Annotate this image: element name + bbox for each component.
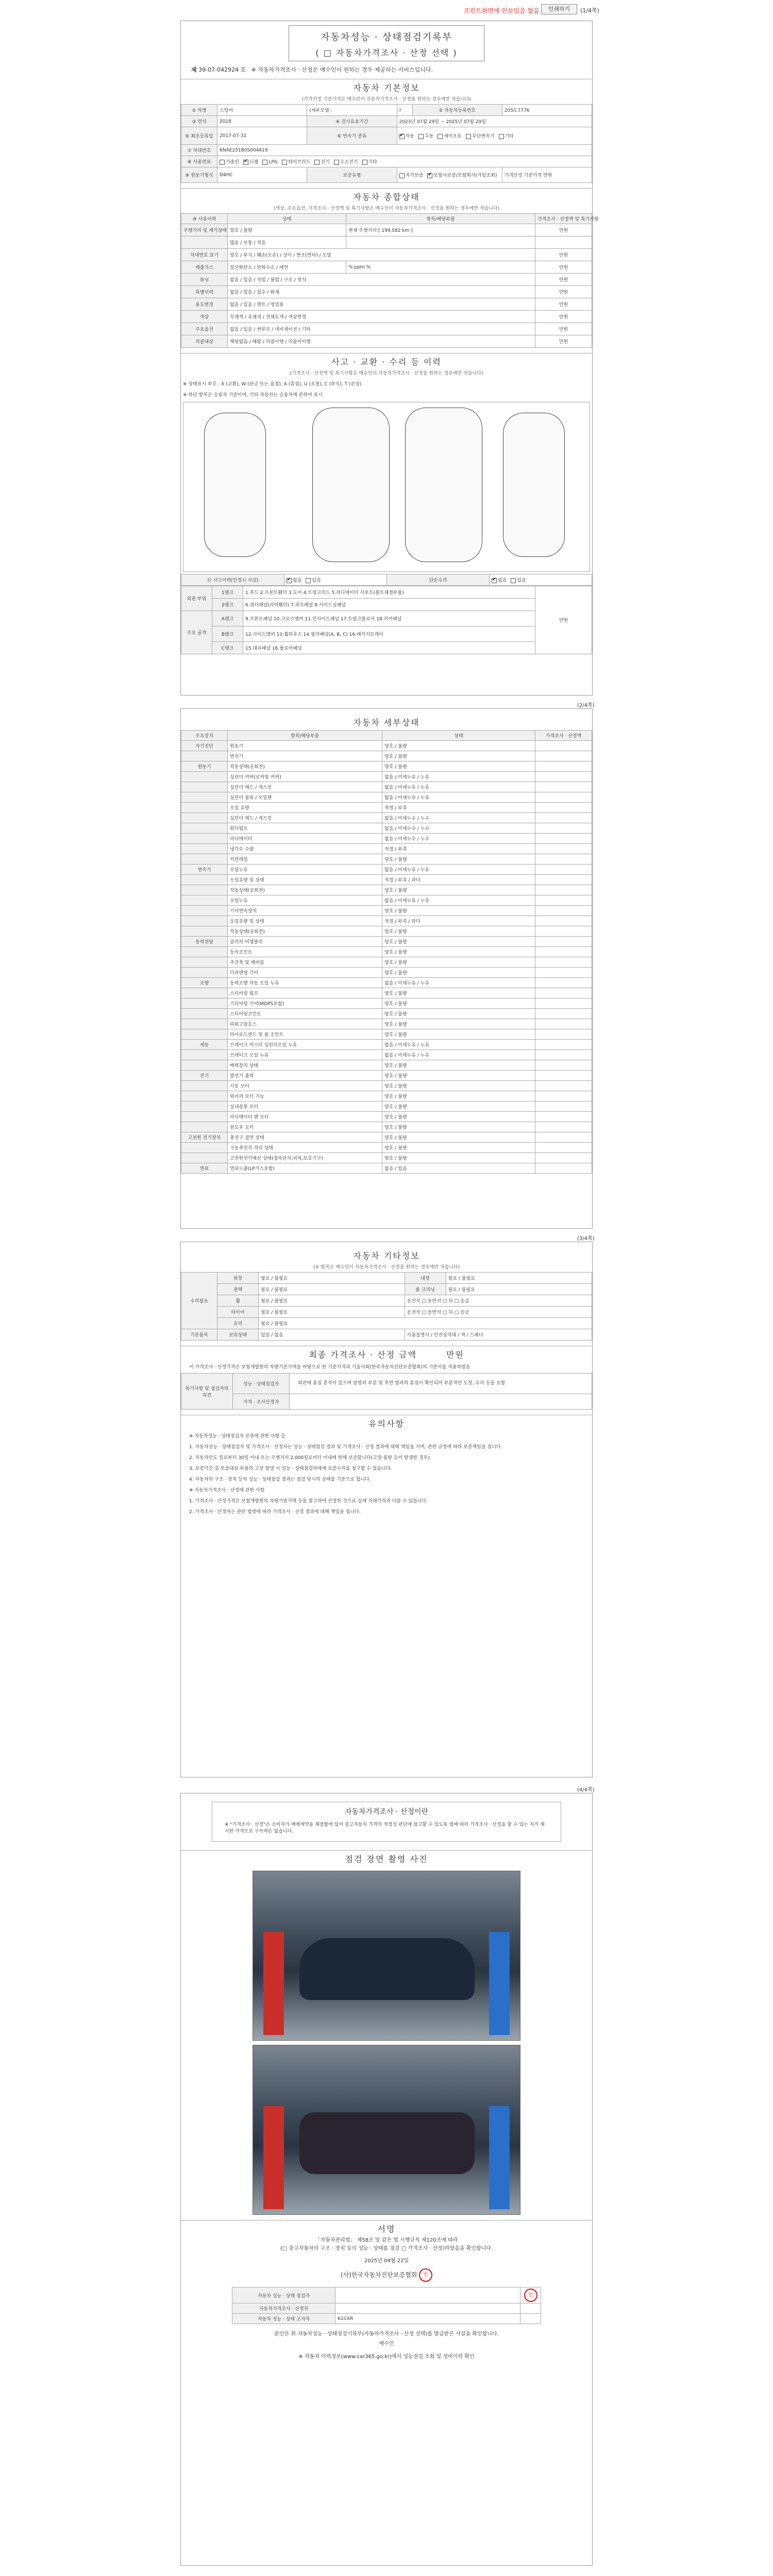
table-row: 라디에이터 팬 모터 양호 / 불량 <box>181 1112 592 1122</box>
table-row: 와이퍼 모터 기능 양호 / 불량 <box>181 1091 592 1101</box>
sign-title: 서명 <box>181 2220 592 2236</box>
print-button[interactable]: 인쇄하기 <box>541 4 577 14</box>
table-row: 연료 연료누출(LP가스포함) 없음 / 있음 <box>181 1163 592 1174</box>
table-row: 등속조인트 양호 / 불량 <box>181 947 592 957</box>
table-row: 고전원전기배선 상태(접속단자,피복,보호기구) 양호 / 불량 <box>181 1153 592 1163</box>
table-row: 오일 유량 적정 / 부족 <box>181 803 592 813</box>
table-row: 커먼레일 양호 / 불량 <box>181 854 592 865</box>
table-row: 고전원 전기장치 충전구 절연 상태 양호 / 불량 <box>181 1132 592 1143</box>
table-row: 실린더 커버(로커암 커버) 없음 / 미세누유 / 누유 <box>181 772 592 782</box>
general-status-table: ⑩ 사용이력 상태 항목/해당부품 가격조사 · 산정액 및 특기사항 주행거리 및 계기상태 양호 / 불량 현재 주행거리 [ 199,582 km ] 만원 많음 / 보통 / 적음 차대번호 표기 양호 / 부식 / 훼손(오손) / 상이 / 변조(변타) / 도말 만원 배출가스 일산화탄소 / 탄화수소 / 매연 % ppm % 만원 튜닝 없음 / 있음 / 적법 / 불법 / 구조 / 장치 만원 특별이력 없음 / 있음 / 침수 / 화재 만원 용도변경 없음 / 있음 / 렌트 / 영업용 만원 색상 무채색 / 유채색 / 전체도색 / 색상변경 만원 주요옵션 없음 / 있음 / 썬루프 / 네비게이션 / 기타 만원 리콜대상 해당없음 / 해당 / 리콜이행 / 리콜미이행 만원 <box>181 213 592 348</box>
table-row: 변속기 양호 / 불량 <box>181 751 592 761</box>
document-title-box <box>289 25 484 61</box>
car-left-view <box>204 413 266 557</box>
notice-item: 3. 보증기간 중 보증대상 부품의 고장 발생 시 성능 · 상태점검자에게 보증수리를 청구할 수 있습니다. <box>189 1466 392 1471</box>
table-row: 원동기 작동상태(공회전) 양호 / 불량 <box>181 761 592 772</box>
table-row: 자기진단 원동기 양호 / 불량 <box>181 741 592 751</box>
table-row: 라디에이터 없음 / 미세누수 / 누수 <box>181 834 592 844</box>
page-4: 자동차가격조사 · 산정이란 ※ "가격조사 · 산정"은 소비자가 매매계약을 체결함에 있어 중고자동차 가격의 적정성 판단에 참고할 수 있도록 법에 따라 가격조사 · 산정을 할 수 있는 자가 제시한 가격으로 구속력은 없습니다. 점검 장면 촬영 사진 서명 「자동차관리법」 제58조 및 같은 법 시행규칙 제120조에 따라 (□ 중고자동차의 구조 · 장치 등의 성능 · 상태를 점검 □ 가격조사 · 산정)하였음을 확인합니다. 2025년 04월 22일 (사)한국자동차진단보증협회 인 자동차 성능 · 상태 점검자 인 자동차가격조사 · 산정자 자동차 성능 · 상태 고지자 K1CAR 본인은 위 자동차성능 · 상태점검기록부(자동차가격조사 · 산정 선택)를 발급받은 사실을 확인합니다. 매수인 ※ 자동차 이력정보(www.car365.go.kr)에서 성능점검 조회 및 정비이력 확인 <box>180 1793 593 2566</box>
table-row: 동력전달 클러치 어셈블리 양호 / 불량 <box>181 937 592 947</box>
table-row: 오일유량 및 상태 적정 / 부족 / 과다 <box>181 875 592 885</box>
notice-item: 2. 가격조사 · 산정자는 관련 법령에 따라 가격조사 · 산정 결과에 대해 책임을 집니다. <box>189 1510 361 1515</box>
inspector-opinion-table: 특기사항 및 점검자의 의견 성능 · 상태점검자 외관에 흠집 흔적이 있으며 앞범퍼 부분 및 후면 범퍼의 흠집이 확인되어 부분적인 도장, 수리 등을 요함 가격 · 조사산정자 <box>181 1373 592 1410</box>
document-number-line: 제 39-07-042924 호 ※ 자동차가격조사 · 산정은 매수인이 원하는 경우 제공하는 서비스입니다. <box>191 66 433 73</box>
inspection-photo-2 <box>253 2045 520 2215</box>
issuer-company: (사)한국자동차진단보증협회 인 <box>181 2268 592 2282</box>
table-row: 조향 동력조향 작동 오일 누유 없음 / 미세누유 / 누유 <box>181 978 592 988</box>
table-row: 배력장치 상태 양호 / 불량 <box>181 1060 592 1071</box>
table-row: 기어변속장치 양호 / 불량 <box>181 906 592 916</box>
table-row: 파워고압호스 양호 / 불량 <box>181 1019 592 1029</box>
table-row: 실내송풍 모터 양호 / 불량 <box>181 1101 592 1112</box>
table-row: 작동상태(공회전) 양호 / 불량 <box>181 926 592 937</box>
table-row: 타이로드엔드 및 볼 조인트 양호 / 불량 <box>181 1029 592 1040</box>
accident-history-title: 사고 · 교환 · 수리 등 이력 <box>181 353 592 369</box>
issue-date: 2025년 04월 22일 <box>364 2258 409 2264</box>
document-note: ※ 자동차가격조사 · 산정은 매수인이 원하는 경우 제공하는 서비스입니다. <box>251 66 433 73</box>
notice-title: 유의사항 <box>181 1415 592 1431</box>
car-right-view <box>503 413 565 557</box>
table-row: 시동 모터 양호 / 불량 <box>181 1081 592 1091</box>
panel-table: 외판 부위 1랭크 1.후드 2.프론트휀더 3.도어 4.트렁크리드 5.라디에이터 서포트(볼트체결부품) 만원 2랭크 6.쿼터패널(리어휀더) 7.루프패널 8.사이드실패널 주요 골격 A랭크 9.프론트패널 10.크로스멤버 11.인사이드패널 17.트렁크플로어 18.리어패널 B랭크 12.사이드멤버 13.휠하우스 14.필러패널(A, B, C) 16.패키지트레이 C랭크 15.대쉬패널 16.플로어패널 <box>181 586 592 654</box>
table-row: 실린더 헤드 / 개스킷 없음 / 미세누유 / 누유 <box>181 782 592 792</box>
table-row: 브레이크 오일 누유 없음 / 미세누유 / 누유 <box>181 1050 592 1060</box>
accident-summary-table: ⑮ 사고이력(인정시 사실) ✔ 없음 있음 단순수리 ✔ 없음 있음 <box>181 574 592 586</box>
table-row: 스티어링 펌프 양호 / 불량 <box>181 988 592 998</box>
table-row: 오일유량 및 상태 적정 / 부족 / 과다 <box>181 916 592 926</box>
page-1: 자동차성능 · 상태점검기록부 ( □ 자동차가격조사 · 산정 선택 ) 제 39-07-042924 호 ※ 자동차가격조사 · 산정은 매수인이 원하는 경우 제공하는 서비스입니다. 자동차 기본정보 (가격산정 기준가격은 매수인이 자동차가격조사 · 산정을 원하는 경우에만 적습니다) ① 차명 스팅어 (세부모델 : ) ② 자동차등록번호 205도7776 ③ 연식 2018 ④ 검사유효기간 2023년 07월 29일 ~ 2025년 07월 29일 ⑤ 최초등록일 2017-07-31 ⑥ 변속기 종류 ✔ 자동 수동 세미오토 무단변속기 기타 ⑦ 차대번호 KNAE251B0S004419 ⑧ 사용연료 가솔린✔ 디젤 LPG 하이브리드 전기 수소전기 기타 ⑨ 원동기형식 D4HC 보증유형 자가보증✔ 보험사보증/보험회사(가입조회) 가격산정 기준가격 만원 자동차 종합상태 (색상, 주요옵션, 가격조사 · 산정액 및 특기사항은 매수인이 자동차가격조사 · 산정을 원하는 경우에만 적습니다) ⑩ 사용이력 상태 항목/해당부품 가격조사 · 산정액 및 특기사항 주행거리 및 계기상태 양호 / 불량 현재 주행거리 [ 199,582 km ] 만원 많음 / 보통 / 적음 차대번호 표기 양호 / 부식 / 훼손(오손) / 상이 / 변조(변타) / 도말 만원 배출가스 일산화탄소 / 탄화수소 / 매연 % ppm % 만원 튜닝 없음 / 있음 / 적법 / 불법 / 구조 / 장치 만원 특별이력 없음 / 있음 / 침수 / 화재 만원 용도변경 없음 / 있음 / 렌트 / 영업용 만원 색상 무채색 / 유채색 / 전체도색 / 색상변경 만원 주요옵션 없음 / 있음 / 썬루프 / 네비게이션 / 기타 만원 리콜대상 해당없음 / 해당 / 리콜이행 / 리콜미이행 만원 사고 · 교환 · 수리 등 이력 (가격조사 · 산정액 및 특기사항은 매수인이 자동차가격조사 · 산정을 원하는 경우에만 적습니다) ※ 상태표시 부호 : X (교환), W (판금 또는 용접), A (흠집), U (요철), C (부식), T (손상) ※ 하단 항목은 승용차 기준이며, 기타 자동차는 승용차에 준하여 표시 ⑮ 사고이력(인정시 사실) ✔ 없음 있음 단순수리 ✔ 없음 있음 외판 부위 1랭크 1.후드 2.프론트휀더 3.도어 4.트렁크리드 5.라디에이터 서포트(볼트체결부품) 만원 2랭크 6.쿼터패널(리어휀더) 7.루프패널 8.사이드실패널 주요 골격 A랭크 9.프론트패널 10.크로스멤버 11.인사이드패널 17.트렁크플로어 18.리어패널 B랭크 12.사이드멤버 13.휠하우스 14.필러패널(A, B, C) 16.패키지트레이 C랭크 15.대쉬패널 16.플로어패널 <box>180 21 593 696</box>
page-number: (1/4쪽) <box>580 7 599 14</box>
car-top-view <box>312 408 390 562</box>
notice-item: ※ 자동차성능 · 상태점검자 보증에 관한 사항 등 <box>189 1434 285 1439</box>
table-row: 냉각수 수량 적정 / 부족 <box>181 844 592 854</box>
other-info-title: 자동차 기타정보 <box>353 1251 420 1261</box>
notice-list <box>181 1431 592 1518</box>
print-notice: 프린트화면에 안보임을 없음 <box>464 7 540 14</box>
other-info-table: 수리필요 외장 필요 / 불필요 내장 필요 / 불필요 광택 필요 / 불필요 룸 크리닝 필요 / 불필요 휠 필요 / 불필요 운전석 □ 동반석 □ 뒤 □ 응급 타이어 필요 / 불필요 운전석 □ 동반석 □ 뒤 □ 응급 유리 필요 / 불필요 기본품목 보유상태 있음 / 없음 사용설명서 / 안전삼각대 / 잭 / 스패너 <box>181 1272 592 1341</box>
final-price-title: 최종 가격조사 · 산정 금액 만원 <box>181 1346 592 1362</box>
car-frame-view <box>405 408 482 562</box>
table-row: 추진축 및 베어링 양호 / 불량 <box>181 957 592 968</box>
table-row: 작동상태(공회전) 양호 / 불량 <box>181 885 592 895</box>
page-2 <box>180 708 593 1229</box>
table-row: 구동축전지 격리 상태 양호 / 불량 <box>181 1143 592 1153</box>
notice-item: 1. 자동차성능 · 상태점검자 및 가격조사 · 산정자는 성능 · 상태점검 결과 및 가격조사 · 산정 결과에 대해 책임을 지며, 관련 규정에 따라 보증책임을 집니다. <box>189 1445 502 1450</box>
table-row: 스티어링조인트 양호 / 불량 <box>181 1009 592 1019</box>
basic-info-title: 자동차 기본정보 <box>181 79 592 95</box>
top-toolbar <box>0 0 773 21</box>
signature-table: 자동차 성능 · 상태 점검자 인 자동차가격조사 · 산정자 자동차 성능 · 상태 고지자 K1CAR <box>232 2287 541 2324</box>
table-row: 스티어링 기어(MDPS포함) 양호 / 불량 <box>181 998 592 1009</box>
seal-stamp: 인 <box>419 2268 432 2282</box>
table-row: 워터펌프 없음 / 미세누수 / 누수 <box>181 823 592 834</box>
photos-title: 점검 장면 촬영 사진 <box>181 1850 592 1867</box>
table-row: 실린더 블록 / 오일팬 없음 / 미세누유 / 누유 <box>181 792 592 803</box>
notice-item: ※ 자동차가격조사 · 산정에 관한 사항 <box>189 1488 265 1493</box>
table-row: 디퍼렌셜 기어 양호 / 불량 <box>181 968 592 978</box>
detail-status-table: 주요장치 항목/해당부품 상태 가격조사 · 산정액 자기진단 원동기 양호 / 불량 변속기 양호 / 불량 원동기 작동상태(공회전) 양호 / 불량 실린더 커버(로커암 커버) 없음 / 미세누유 / 누유 실린더 헤드 / 개스킷 없음 / 미세누유 / 누유 실린더 블록 / 오일팬 없음 / 미세누유 / 누유 오일 유량 적정 / 부족 실린더 헤드 / 개스킷 없음 / 미세누수 / 누수 워터펌프 없음 / 미세누수 / 누수 라디에이터 없음 / 미세누수 / 누수 냉각수 수량 적정 / 부족 커먼레일 양호 / 불량 변속기 오일누유 없음 / 미세누유 / 누유 오일유량 및 상태 적정 / 부족 / 과다 작동상태(공회전) 양호 / 불량 오일누유 없음 / 미세누유 / 누유 기어변속장치 양호 / 불량 오일유량 및 상태 적정 / 부족 / 과다 작동상태(공회전) 양호 / 불량 동력전달 클러치 어셈블리 양호 / 불량 등속조인트 양호 / 불량 추진축 및 베어링 양호 / 불량 디퍼렌셜 기어 양호 / 불량 조향 동력조향 작동 오일 누유 없음 / 미세누유 / 누유 스티어링 펌프 양호 / 불량 스티어링 기어(MDPS포함) 양호 / 불량 스티어링조인트 양호 / 불량 파워고압호스 양호 / 불량 타이로드엔드 및 볼 조인트 양호 / 불량 제동 브레이크 마스터 실린더오일 누유 없음 / 미세누유 / 누유 브레이크 오일 누유 없음 / 미세누유 / 누유 배력장치 상태 양호 / 불량 전기 발전기 출력 양호 / 불량 시동 모터 양호 / 불량 와이퍼 모터 기능 양호 / 불량 실내송풍 모터 양호 / 불량 라디에이터 팬 모터 양호 / 불량 윈도우 모터 양호 / 불량 고전원 전기장치 충전구 절연 상태 양호 / 불량 구동축전지 격리 상태 양호 / 불량 고전원전기배선 상태(접속단자,피복,보호기구) 양호 / 불량 연료 연료누출(LP가스포함) 없음 / 있음 <box>181 730 592 1174</box>
inspection-photo-1 <box>253 1871 520 2041</box>
table-row: 실린더 헤드 / 개스킷 없음 / 미세누수 / 누수 <box>181 813 592 823</box>
basic-info-table: ① 차명 스팅어 (세부모델 : ) ② 자동차등록번호 205도7776 ③ 연식 2018 ④ 검사유효기간 2023년 07월 29일 ~ 2025년 07월 29일 ⑤ 최초등록일 2017-07-31 ⑥ 변속기 종류 ✔ 자동 수동 세미오토 무단변속기 기타 ⑦ 차대번호 KNAE251B0S004419 ⑧ 사용연료 가솔린✔ 디젤 LPG 하이브리드 전기 수소전기 기타 ⑨ 원동기형식 D4HC 보증유형 자가보증✔ 보험사보증/보험회사(가입조회) 가격산정 기준가격 만원 <box>181 104 592 183</box>
document-subtitle: ( □ 자동차가격조사 · 산정 선택 ) <box>315 48 458 58</box>
document-title: 자동차성능 · 상태점검기록부 <box>321 32 452 43</box>
notice-item: 4. 자동차의 구조 · 장치 등의 성능 · 상태점검 결과는 점검 당시의 상태를 기준으로 합니다. <box>189 1477 371 1482</box>
detail-status-title: 자동차 세부상태 <box>353 718 420 727</box>
table-row: 전기 발전기 출력 양호 / 불량 <box>181 1071 592 1081</box>
table-row: 제동 브레이크 마스터 실린더오일 누유 없음 / 미세누유 / 누유 <box>181 1040 592 1050</box>
table-row: 오일누유 없음 / 미세누유 / 누유 <box>181 895 592 906</box>
notice-item: 2. 자동차인도 일로부터 30일 이내 또는 주행거리 2,000킬로미터 이내에 한해 보증합니다(고장·불량 등이 발생한 경우). <box>189 1455 431 1461</box>
notice-item: 1. 가격조사 · 산정가격은 보험개발원의 차량기준가액 등을 참고하여 산정한 것으로 실제 거래가격과 다를 수 있습니다. <box>189 1499 428 1504</box>
general-status-title: 자동차 종합상태 <box>181 188 592 205</box>
table-row: 변속기 오일누유 없음 / 미세누유 / 누유 <box>181 865 592 875</box>
table-row: 윈도우 모터 양호 / 불량 <box>181 1122 592 1132</box>
car-damage-diagram <box>183 402 590 572</box>
page-3: 자동차 기타정보 (⑤ 항목은 매수인이 자동차가격조사 · 산정을 원하는 경우에만 적습니다) 수리필요 외장 필요 / 불필요 내장 필요 / 불필요 광택 필요 / 불필요 룸 크리닝 필요 / 불필요 휠 필요 / 불필요 운전석 □ 동반석 □ 뒤 □ 응급 타이어 필요 / 불필요 운전석 □ 동반석 □ 뒤 □ 응급 유리 필요 / 불필요 기본품목 보유상태 있음 / 없음 사용설명서 / 안전삼각대 / 잭 / 스패너 최종 가격조사 · 산정 금액 만원 이 가격조사 · 산정가격은 보험개발원의 차량기준가액을 바탕으로 한 기준가격과 기술사회(한국자동차진단보증협회)의 기준서를 적용하였음 특기사항 및 점검자의 의견 성능 · 상태점검자 외관에 흠집 흔적이 있으며 앞범퍼 부분 및 후면 범퍼의 흠집이 확인되어 부분적인 도장, 수리 등을 요함 가격 · 조사산정자 유의사항 ※ 자동차성능 · 상태점검자 보증에 관한 사항 등 1. 자동차성능 · 상태점검자 및 가격조사 · 산정자는 성능 · 상태점검 결과 및 가격조사 · 산정 결과에 대해 책임을 지며, 관련 규정에 따라 보증책임을 집니다. 2. 자동차인도 일로부터 30일 이내 또는 주행거리 2,000킬로미터 이내에 한해 보증합니다(고장·불량 등이 발생한 경우). 3. 보증기간 중 보증대상 부품의 고장 발생 시 성능 · 상태점검자에게 보증수리를 청구할 수 있습니다. 4. 자동차의 구조 · 장치 등의 성능 · 상태점검 결과는 점검 당시의 상태를 기준으로 합니다. ※ 자동차가격조사 · 산정에 관한 사항 1. 가격조사 · 산정가격은 보험개발원의 차량기준가액 등을 참고하여 산정한 것으로 실제 거래가격과 다를 수 있습니다. 2. 가격조사 · 산정자는 관련 법령에 따라 가격조사 · 산정 결과에 대해 책임을 집니다. <box>180 1242 593 1777</box>
price-definition-box: 자동차가격조사 · 산정이란 ※ "가격조사 · 산정"은 소비자가 매매계약을 체결함에 있어 중고자동차 가격의 적정성 판단에 참고할 수 있도록 법에 따라 가격조사 · 산정을 할 수 있는 자가 제시한 가격으로 구속력은 없습니다. <box>212 1802 561 1842</box>
